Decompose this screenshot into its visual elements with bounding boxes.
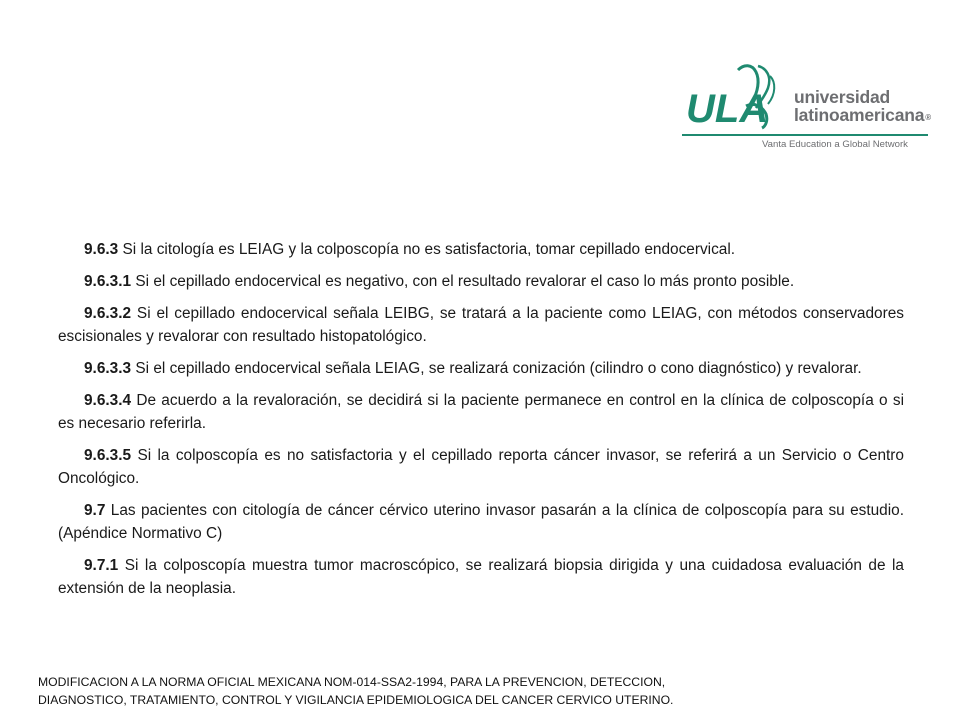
- logo-divider: [682, 134, 928, 136]
- paragraph-text: Si el cepillado endocervical señala LEIBG, se tratará a la paciente como LEIAG, con métodos conservadores escisionales y revalorar con resultado histopatológico.: [58, 305, 904, 345]
- section-number: 9.7.1: [84, 557, 119, 574]
- slide-footer: [38, 673, 938, 709]
- paragraph: [58, 357, 904, 380]
- paragraph-text: De acuerdo a la revaloración, se decidirá si la paciente permanece en control en la clínica de colposcopía o si es necesario referirla.: [58, 392, 904, 432]
- paragraph: [58, 554, 904, 600]
- logo-university-name: [794, 88, 931, 127]
- logo-name-line-2: latinoamericana®: [794, 105, 931, 125]
- university-logo: [682, 62, 930, 154]
- paragraph: [58, 302, 904, 348]
- svg-text:ULA: ULA: [686, 87, 769, 131]
- section-number: 9.6.3.2: [84, 305, 132, 322]
- section-number: 9.6.3: [84, 241, 119, 258]
- ula-logo-mark-icon: [682, 62, 794, 132]
- paragraph: [58, 389, 904, 435]
- footer-line-1: MODIFICACION A LA NORMA OFICIAL MEXICANA NOM-014-SSA2-1994, PARA LA PREVENCION, DETECCION,: [38, 675, 666, 689]
- paragraph-text: Si la colposcopía es no satisfactoria y el cepillado reporta cáncer invasor, se referirá a un Servicio o Centro Oncológico.: [58, 447, 904, 487]
- paragraph-text: Las pacientes con citología de cáncer cérvico uterino invasor pasarán a la clínica de colposcopía para su estudio. (Apéndice Normativo C): [58, 502, 904, 542]
- footer-line-2: DIAGNOSTICO, TRATAMIENTO, CONTROL Y VIGILANCIA EPIDEMIOLOGICA DEL CANCER CERVICO UTERINO.: [38, 693, 674, 707]
- paragraph: [58, 238, 904, 261]
- paragraph-text: Si la citología es LEIAG y la colposcopía no es satisfactoria, tomar cepillado endocervical.: [118, 241, 736, 258]
- paragraph-text: Si la colposcopía muestra tumor macroscópico, se realizará biopsia dirigida y una cuidadosa evaluación de la extensión de la neoplasia.: [58, 557, 904, 597]
- section-number: 9.6.3.3: [84, 360, 132, 377]
- document-body: [58, 238, 904, 609]
- registered-mark: ®: [925, 113, 931, 122]
- section-number: 9.6.3.1: [84, 273, 132, 290]
- paragraph: [58, 499, 904, 545]
- paragraph: [58, 270, 904, 293]
- section-number: 9.7: [84, 502, 106, 519]
- paragraph: [58, 444, 904, 490]
- paragraph-text: Si el cepillado endocervical señala LEIAG, se realizará conización (cilindro o cono diagnóstico) y revalorar.: [131, 360, 862, 377]
- logo-tagline: Vanta Education a Global Network: [762, 139, 908, 150]
- paragraph-text: Si el cepillado endocervical es negativo, con el resultado revalorar el caso lo más pronto posible.: [131, 273, 795, 290]
- section-number: 9.6.3.5: [84, 447, 132, 464]
- logo-name-line-1: universidad: [794, 87, 891, 107]
- section-number: 9.6.3.4: [84, 392, 132, 409]
